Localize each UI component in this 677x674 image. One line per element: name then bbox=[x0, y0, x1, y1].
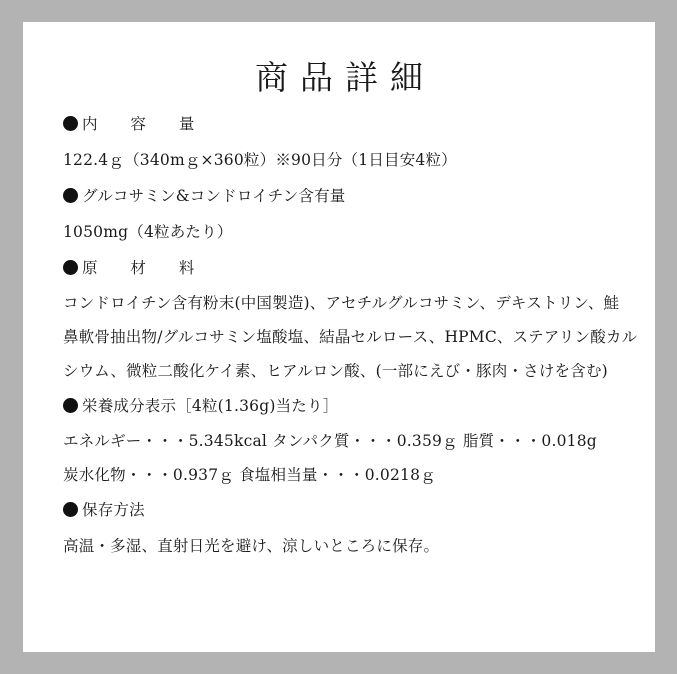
glucosamine-value: 1050mg（4粒あたり） bbox=[63, 223, 233, 241]
contents-value: 122.4ｇ（340mｇ×360粒）※90日分（1日目安4粒） bbox=[63, 151, 457, 169]
bullet-icon bbox=[63, 502, 78, 517]
ingredients-heading bbox=[63, 250, 643, 286]
details-body bbox=[63, 106, 643, 564]
glucosamine-heading bbox=[63, 178, 643, 214]
nutrition-heading bbox=[63, 388, 643, 424]
page-title: 商品詳細 bbox=[255, 58, 435, 97]
bullet-icon bbox=[63, 398, 78, 413]
nutrition-line: エネルギー・・・5.345kcal タンパク質・・・0.359ｇ 脂質・・・0.018g bbox=[63, 432, 597, 450]
ingredients-line: シウム、微粒二酸化ケイ素、ヒアルロン酸、(一部にえび・豚肉・さけを含む) bbox=[63, 362, 608, 380]
storage-heading bbox=[63, 492, 643, 528]
nutrition-line: 炭水化物・・・0.937ｇ 食塩相当量・・・0.0218ｇ bbox=[63, 466, 436, 484]
product-details-card bbox=[23, 22, 655, 652]
ingredients-text bbox=[63, 286, 643, 388]
ingredients-heading-label: 原 材 料 bbox=[82, 259, 209, 277]
bullet-icon bbox=[63, 260, 78, 275]
glucosamine-heading-label: グルコサミン&コンドロイチン含有量 bbox=[82, 187, 346, 205]
ingredients-line: コンドロイチン含有粉末(中国製造)、アセチルグルコサミン、デキストリン、鮭 bbox=[63, 294, 620, 312]
nutrition-text bbox=[63, 424, 643, 492]
contents-heading bbox=[63, 106, 643, 142]
bullet-icon bbox=[63, 116, 78, 131]
contents-heading-label: 内 容 量 bbox=[82, 115, 209, 133]
storage-heading-label: 保存方法 bbox=[82, 501, 145, 519]
storage-value: 高温・多湿、直射日光を避け、涼しいところに保存。 bbox=[63, 537, 440, 555]
bullet-icon bbox=[63, 188, 78, 203]
ingredients-line: 鼻軟骨抽出物/グルコサミン塩酸塩、結晶セルロース、HPMC、ステアリン酸カル bbox=[63, 328, 638, 346]
nutrition-heading-label: 栄養成分表示［4粒(1.36g)当たり］ bbox=[82, 397, 339, 415]
